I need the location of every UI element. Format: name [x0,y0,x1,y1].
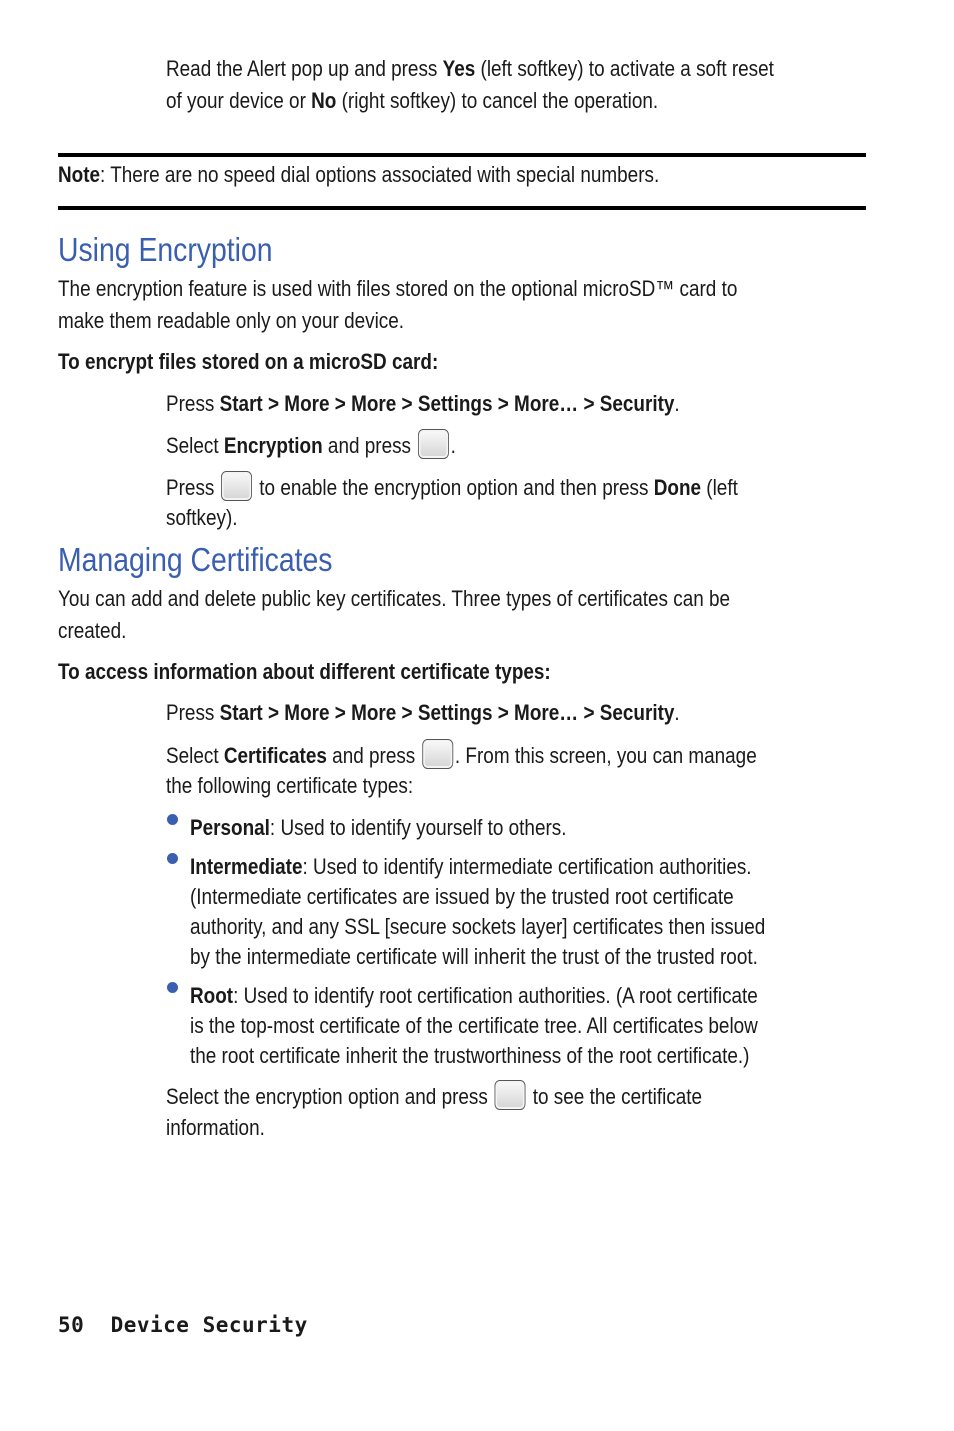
bullet-dot-icon [167,982,178,993]
certificates-step-1: Press Start > More > More > Settings > More… > Security. [166,700,680,725]
select-key-icon [422,739,453,769]
note-label: Note [58,162,101,187]
note-text: Note: There are no speed dial options associated with special numbers. [58,162,660,187]
encryption-step-1: Press Start > More > More > Settings > More… > Security. [166,391,680,416]
intro-line-1: Read the Alert pop up and press Yes (left softkey) to activate a soft reset [166,56,774,81]
encryption-step-2: Select Encryption and press . [166,429,456,461]
encryption-para-line-2: make them readable only on your device. [58,308,405,333]
bullet-personal: Personal: Used to identify yourself to others. [190,815,567,840]
bullet-intermediate: Intermediate: Used to identify intermediate certification authorities. [190,854,752,879]
select-key-icon [221,471,252,501]
certificates-para-line-1: You can add and delete public key certificates. Three types of certificates can be [58,586,731,611]
certificates-step-2: Select Certificates and press . From this screen, you can manage [166,739,757,771]
encryption-step-3: Press to enable the encryption option and then press Done (left [166,471,738,503]
encryption-para-line-1: The encryption feature is used with files stored on the optional microSD™ card to [58,276,738,301]
page-footer [58,1313,308,1337]
intro-line-2: of your device or No (right softkey) to cancel the operation. [166,88,659,113]
bullet-intermediate-line-2: (Intermediate certificates are issued by the trusted root certificate [190,884,734,909]
select-key-icon [418,429,449,459]
footer-section-title: Device Security [110,1313,308,1337]
encryption-subheading: To encrypt files stored on a microSD card: [58,349,439,374]
bullet-dot-icon [167,814,178,825]
bullet-dot-icon [167,853,178,864]
note-top-rule [58,153,866,157]
bullet-intermediate-line-4: by the intermediate certificate will inherit the trust of the trusted root. [190,944,758,969]
certificates-step-2-line-2: the following certificate types: [166,773,414,798]
bullet-root-line-2: is the top-most certificate of the certificate tree. All certificates below [190,1013,758,1038]
bullet-root-line-3: the root certificate inherit the trustworthiness of the root certificate.) [190,1043,750,1068]
bullet-intermediate-line-3: authority, and any SSL [secure sockets layer] certificates then issued [190,914,766,939]
heading-using-encryption: Using Encryption [58,231,273,268]
heading-managing-certificates: Managing Certificates [58,541,333,578]
certificates-final-step-line-2: information. [166,1115,265,1140]
note-bottom-rule [58,206,866,210]
encryption-step-3-line-2: softkey). [166,505,238,530]
certificates-final-step: Select the encryption option and press to see the certificate [166,1080,702,1112]
page-number: 50 [58,1313,85,1337]
bullet-root: Root: Used to identify root certification authorities. (A root certificate [190,983,758,1008]
select-key-icon [495,1080,526,1110]
certificates-para-line-2: created. [58,618,127,643]
certificates-subheading: To access information about different certificate types: [58,659,551,684]
